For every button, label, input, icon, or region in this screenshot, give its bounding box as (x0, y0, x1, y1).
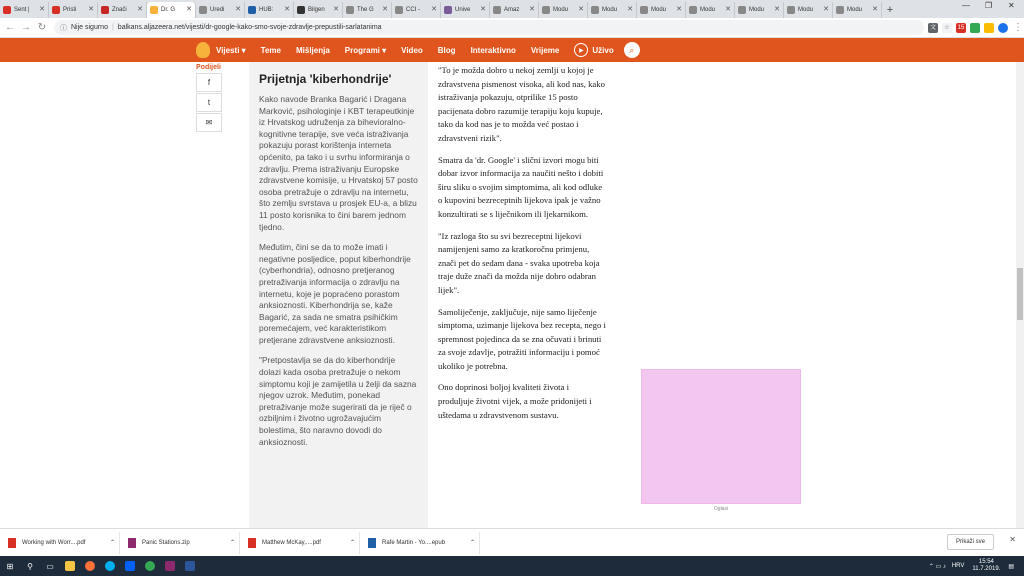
download-menu-icon[interactable]: ⌃ (349, 540, 355, 546)
scrollbar-thumb[interactable] (1017, 268, 1023, 320)
restore-icon[interactable]: ❐ (985, 1, 993, 10)
article-paragraph: "Iz razloga što su svi bezreceptni lijekovi namijenjeni samo za kratkoročnu primjenu, znači pet do sedam dana - svaka upotreba koja traje duže znači da možda nije dobro odabran lijek". (438, 230, 600, 295)
tab-favicon-icon (199, 6, 207, 14)
file-icon (8, 538, 16, 548)
nav-item[interactable]: Programi ▾ (344, 45, 387, 55)
task-view-icon[interactable]: ▭ (46, 561, 54, 571)
close-icon[interactable]: ✕ (1009, 535, 1016, 544)
tab-close-icon[interactable]: ✕ (774, 6, 780, 13)
search-icon[interactable]: ⚲ (27, 561, 33, 571)
aljazeera-logo-icon[interactable] (196, 42, 210, 58)
article-paragraph: Samoliječenje, zaključuje, nije samo liječenje simptoma, uzimanje lijekova bez recepta, nego i spremnost pojedinca da se zna očuvati i brinuti za svoje zdavlje, potražiti informaciju i pomoć ukoliko je potrebna. (438, 306, 606, 371)
clock-date: 11.7.2019. (972, 566, 1001, 572)
tab-close-icon[interactable]: ✕ (627, 6, 633, 13)
minimize-icon[interactable]: — (962, 1, 970, 10)
tab-close-icon[interactable]: ✕ (333, 6, 339, 13)
tab-label: The G (357, 7, 374, 13)
sidebar-box (249, 62, 428, 528)
new-tab-icon[interactable]: + (886, 4, 894, 16)
tab-favicon-icon (591, 6, 599, 14)
security-label: Nije sigurno (71, 24, 108, 31)
article-paragraph: Ono doprinosi boljoj kvaliteti života i produljuje životni vijek, a može pridonijeti i uštedama u zdravstvenom sustavu. (438, 382, 592, 420)
tab-label: Dr. G (161, 7, 176, 13)
email-share-icon[interactable]: ✉ (196, 113, 222, 132)
tab-favicon-icon (493, 6, 501, 14)
sidebar-paragraph: Međutim, čini se da to može imati i negativne posljedice, poput kiberhondrije (cyberhondria), odnosno pretjeranog pretraživanja informacija o zdravlju na internetu, koje je popraćeno porastom anksioznosti. Kiberhondrija se, kaže Bagarić, za sada ne smatra psihičkim poremećajem, već karakteristikom pretjerane zdravstvene anksioznosti. (259, 242, 411, 345)
profile-avatar[interactable] (998, 23, 1008, 33)
tab-close-icon[interactable]: ✕ (137, 6, 143, 13)
article-body (438, 64, 606, 528)
tab[interactable] (588, 2, 637, 18)
nav-item-live[interactable]: Uživo (592, 45, 614, 55)
file-icon (368, 538, 376, 548)
tab-label: HUB: (259, 7, 274, 13)
chrome-icon[interactable] (140, 556, 160, 576)
nav-item[interactable]: Teme (260, 45, 281, 55)
download-item[interactable] (360, 532, 480, 554)
download-name: Rafe Martin - Yo....epub (382, 539, 446, 546)
tab-close-icon[interactable]: ✕ (88, 6, 94, 13)
winrar-icon[interactable] (160, 556, 180, 576)
article-paragraph: "To je možda dobro u nekoj zemlji u kojoj je zdravstvena pismenost visoka, ali kod nas, kako istraživanja pokazuju, otprilike 15 posto pacijenata dobro razumije terapiju koju kupuje, tako da kod nas je to možda već postao i zdravstveni rizik". (438, 65, 605, 143)
tab-label: Znači (112, 7, 127, 13)
firefox-icon[interactable] (80, 556, 100, 576)
browser-toolbar (0, 18, 1024, 38)
tab-close-icon[interactable]: ✕ (235, 6, 241, 13)
tab-close-icon[interactable]: ✕ (872, 6, 878, 13)
tab[interactable] (245, 2, 294, 18)
tab[interactable] (343, 2, 392, 18)
file-icon (248, 538, 256, 548)
tab[interactable] (196, 2, 245, 18)
tab-label: Modu (651, 7, 667, 13)
tab-close-icon[interactable]: ✕ (725, 6, 731, 13)
tab[interactable] (0, 2, 49, 18)
url-text: balkans.aljazeera.net/vijesti/dr-google-kako-smo-svoje-zdravlje-prepustili-sarlatanima (117, 24, 382, 31)
nav-item[interactable]: Interaktivno (470, 45, 516, 55)
sidebar-paragraph: Kako navode Branka Bagarić i Dragana Marković, psihologinje i KBT terapeutkinje iz Hrvatskog udruženja za bihevioralno-kognitivne terapije, sve veća istraživanja pokazuju porast korištenja interneta općenito, pa tako i u svrhu informiranja o zdravlju. Prema istraživanju Europske zdravstvene komisije, u Hrvatskoj 57 posto osoba pretražuje o zdravlju na internetu, što zemlju svrstava u prosjek EU-a, a blizu 11 posto korisnika to čini barem jednom tjedno. (259, 94, 418, 232)
tab[interactable] (784, 2, 833, 18)
clock[interactable] (972, 559, 1000, 573)
star-icon[interactable]: ☆ (942, 23, 952, 33)
tab[interactable] (294, 2, 343, 18)
download-menu-icon[interactable]: ⌃ (109, 540, 115, 546)
language-indicator[interactable]: HRV (951, 563, 965, 569)
tab-favicon-icon (297, 6, 305, 14)
nav-item[interactable]: Video (401, 45, 423, 55)
nav-item[interactable]: Vrijeme (530, 45, 560, 55)
info-icon: ⓘ (60, 24, 67, 32)
tab-favicon-icon (542, 6, 550, 14)
site-navigation (0, 38, 1024, 62)
tab[interactable] (392, 2, 441, 18)
tab-close-icon[interactable]: ✕ (382, 6, 388, 13)
tab-label: Amaz (504, 7, 520, 13)
play-icon[interactable]: ▶ (574, 43, 588, 57)
word-icon[interactable] (180, 556, 200, 576)
tab-label: Pristi (63, 7, 77, 13)
dropbox-icon[interactable] (120, 556, 140, 576)
tab-label: Modu (553, 7, 569, 13)
tab-favicon-icon (3, 6, 11, 14)
notifications-icon[interactable]: ▤ (1008, 563, 1014, 570)
downloads-bar (0, 528, 1024, 556)
skype-icon[interactable] (100, 556, 120, 576)
tab-close-icon[interactable]: ✕ (39, 6, 45, 13)
tab-favicon-icon (640, 6, 648, 14)
tab[interactable] (735, 2, 784, 18)
twitter-share-icon[interactable]: t (196, 93, 222, 112)
search-icon[interactable]: ⌕ (624, 42, 640, 58)
file-explorer-icon[interactable] (60, 556, 80, 576)
system-tray (929, 556, 1014, 576)
file-icon (128, 538, 136, 548)
download-item[interactable] (240, 532, 360, 554)
tab-close-icon[interactable]: ✕ (529, 6, 535, 13)
tab[interactable] (539, 2, 588, 18)
tab[interactable] (441, 2, 490, 18)
show-all-button[interactable]: Prikaži sve (947, 534, 994, 550)
download-name: Panic Stations.zip (142, 539, 190, 546)
tab-favicon-icon (689, 6, 697, 14)
download-menu-icon[interactable]: ⌃ (469, 540, 475, 546)
tab-close-icon[interactable]: ✕ (676, 6, 682, 13)
tab-label: Sent | (14, 7, 30, 13)
windows-start-icon[interactable]: ⊞ (6, 561, 14, 571)
nav-item[interactable]: Vijesti ▾ (216, 45, 246, 55)
tab[interactable] (686, 2, 735, 18)
nav-item[interactable]: Blog (437, 45, 456, 55)
tab-favicon-icon (836, 6, 844, 14)
tab-close-icon[interactable]: ✕ (186, 6, 192, 13)
menu-icon[interactable]: ⋮ (1013, 22, 1023, 33)
tab-label: Modu (847, 7, 863, 13)
facebook-share-icon[interactable]: f (196, 73, 222, 92)
tab-favicon-icon (395, 6, 403, 14)
tab[interactable] (637, 2, 686, 18)
tab-favicon-icon (738, 6, 746, 14)
taskbar (0, 556, 1024, 576)
ad-banner[interactable] (641, 369, 801, 504)
tab-close-icon[interactable]: ✕ (480, 6, 486, 13)
tab-favicon-icon (787, 6, 795, 14)
download-item[interactable] (120, 532, 240, 554)
translate-icon[interactable]: 文 (929, 24, 936, 31)
tab[interactable] (98, 2, 147, 18)
download-menu-icon[interactable]: ⌃ (229, 540, 235, 546)
extension-icon[interactable] (970, 23, 980, 33)
extension-badge-icon[interactable]: 15 (957, 24, 965, 31)
tab-favicon-icon (150, 6, 158, 14)
tab[interactable] (833, 2, 882, 18)
tab-favicon-icon (346, 6, 354, 14)
forward-icon[interactable]: → (21, 22, 31, 33)
tab-favicon-icon (248, 6, 256, 14)
address-bar[interactable] (54, 20, 924, 35)
share-label: Podijeli (196, 64, 221, 71)
tab[interactable] (49, 2, 98, 18)
clock-time: 15:54 (978, 559, 994, 565)
tab[interactable] (147, 2, 196, 18)
tab-label: CCI - (406, 7, 420, 13)
tab[interactable] (490, 2, 539, 18)
tab-label: Bilgen (308, 7, 325, 13)
share-panel (196, 64, 222, 133)
tab-favicon-icon (444, 6, 452, 14)
nav-item[interactable]: Mišljenja (295, 45, 330, 55)
download-name: Working with Worr....pdf (22, 539, 86, 546)
sidebar-paragraph: "Pretpostavlja se da do kiberhondrije dolazi kada osoba pretražuje o nekom simptomu koji je zamijetila u želji da sazna njegov uzrok. Međutim, ponekad pretraživanje može sugerirati da je riječ o ozbiljnim i životno ugrožavajućim bolestima, što naravno dovodi do anksioznosti. (259, 355, 417, 447)
tab-label: Modu (602, 7, 618, 13)
tab-bar (0, 0, 1024, 18)
back-icon[interactable]: ← (5, 22, 15, 33)
tab-label: Uredi (210, 7, 225, 13)
tab-label: Unive (455, 7, 471, 13)
tab-close-icon[interactable]: ✕ (823, 6, 829, 13)
separator: | (111, 24, 114, 31)
sidebar-title: Prijetnja 'kiberhondrije' (259, 72, 392, 86)
tray-icons[interactable]: ⌃ ▭ ♪ (928, 563, 946, 570)
tab-close-icon[interactable]: ✕ (284, 6, 290, 13)
extension-icon[interactable] (984, 23, 994, 33)
download-item[interactable] (0, 532, 120, 554)
tab-favicon-icon (101, 6, 109, 14)
reload-icon[interactable]: ↻ (37, 22, 47, 33)
tab-close-icon[interactable]: ✕ (578, 6, 584, 13)
tab-label: Modu (749, 7, 765, 13)
tab-label: Modu (798, 7, 814, 13)
close-window-icon[interactable]: ✕ (1008, 1, 1015, 10)
download-name: Matthew McKay,....pdf (262, 539, 321, 546)
tab-close-icon[interactable]: ✕ (431, 6, 437, 13)
tab-favicon-icon (52, 6, 60, 14)
article-paragraph: Smatra da 'dr. Google' i slični izvori mogu biti dobar izvor informacija za naučiti nešto i dobiti širu sliku o svojim simptomima, ali kod odluke o kupovini bezreceptnih lijekova ipak je važno konzultirati se s liječnikom ili ljekarnikom. (438, 154, 604, 219)
ad-label: Oglasi (713, 506, 729, 512)
tab-label: Modu (700, 7, 716, 13)
